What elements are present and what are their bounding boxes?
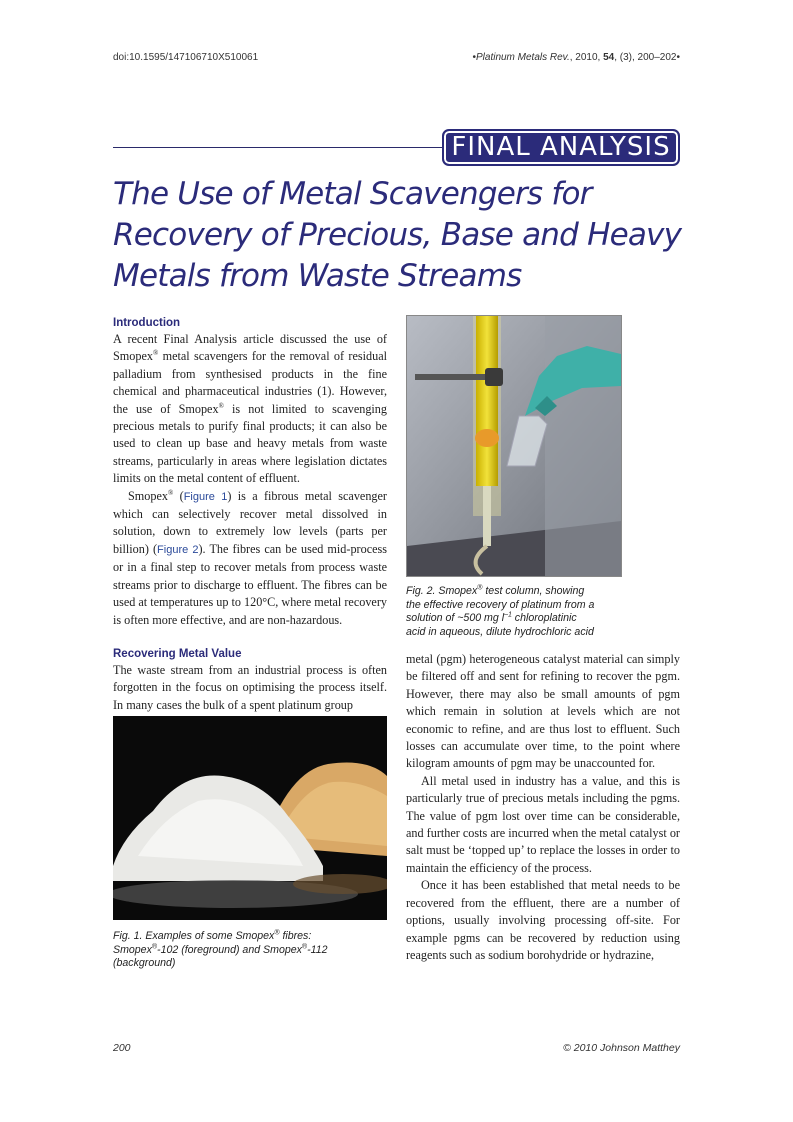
figure-1-link[interactable]: Figure 1 [183, 490, 228, 503]
smopex-fibres-image [113, 716, 387, 920]
title-line: The Use of Metal Scavengers for [113, 176, 592, 212]
doi: doi:10.1595/147106710X510061 [113, 52, 259, 63]
heading-recovering-metal-value: Recovering Metal Value [113, 647, 242, 660]
copyright: © 2010 Johnson Matthey [563, 1042, 680, 1054]
caption-line: Smopex®-102 (foreground) and Smopex®-112 [113, 942, 328, 956]
test-column-image [407, 316, 621, 576]
body-paragraph: All metal used in industry has a value, and this is particularly true of precious metals including the pgms. The value of pgm lost over time can be considerable, and further costs are incurred when the metal catalyst or salt must be ‘topped up’ to replace the losses in order to maintain the efficiency of the process. [406, 773, 680, 875]
right-column [406, 651, 680, 964]
intro-paragraph-1: A recent Final Analysis article discussed the use of Smopex® metal scavengers for the removal of residual palladium from synthesised products in the fine chemical and pharmaceutical industries (1). However, the use of Smopex® is not limited to scavenging precious metals to purify final products; it can also be used to clean up base and heavy metals from waste streams, particularly in areas where legislation dictates limits on the metal content of effluent. [113, 332, 387, 486]
figure-2-photo [406, 315, 622, 577]
journal-citation: •Platinum Metals Rev., 2010, 54, (3), 200–202• [472, 52, 680, 63]
recovering-paragraph: The waste stream from an industrial process is often forgotten in the focus on optimising the process itself. In many cases the bulk of a spent platinum group [113, 662, 387, 712]
caption-line: Fig. 1. Examples of some Smopex® fibres: [113, 929, 312, 942]
figure-2-caption [406, 585, 594, 639]
caption-line: solution of ~500 mg $l^{-1}$ chloroplatinic [406, 611, 577, 624]
caption-line: Fig. 2. Smopex® test column, showing [406, 584, 585, 597]
page-number: 200 [113, 1042, 131, 1054]
title-line: Metals from Waste Streams [113, 258, 522, 294]
figure-2-link[interactable]: Figure 2 [157, 543, 199, 556]
figure-1-photo [113, 716, 387, 920]
body-paragraph: Once it has been established that metal needs to be recovered from the effluent, there are a number of options, usually involving processing off-site. For example pgms can be recovered by reduction using reagents such as sodium borohydride or hydrazine, [406, 878, 680, 962]
article-title [113, 174, 693, 297]
caption-line: (background) [113, 957, 176, 969]
intro-paragraph-2: Smopex® (Figure 1) is a fibrous metal scavenger which can selectively recover metal dissolved in solution, down to extremely low levels (parts per billion) (Figure 2). The fibres can be used mid-process or in a final step to recover metals from process waste streams prior to discharge to effluent. The fibres can be used at temperatures up to 120°C, where metal recovery is often more effective, and are non-hazardous. [113, 488, 387, 627]
section-rule [113, 147, 445, 148]
heading-introduction: Introduction [113, 317, 181, 329]
body-paragraph: metal (pgm) heterogeneous catalyst material can simply be filtered off and sent for refining to recover the pgm. However, there may also be small amounts of pgm which remain in solution at levels which are not economic to refine, and are thus lost to effluent. Such losses can accumulate over time, to the point where kilogram amounts of pgm may be unaccounted for. [406, 652, 680, 771]
section-badge: FINAL ANALYSIS [442, 129, 680, 166]
left-column [113, 315, 387, 714]
caption-line: acid in aqueous, dilute hydrochloric acid [406, 625, 594, 638]
caption-line: the effective recovery of platinum from a [406, 598, 595, 611]
figure-1-caption [113, 930, 328, 971]
title-line: Recovery of Precious, Base and Heavy [113, 217, 682, 253]
